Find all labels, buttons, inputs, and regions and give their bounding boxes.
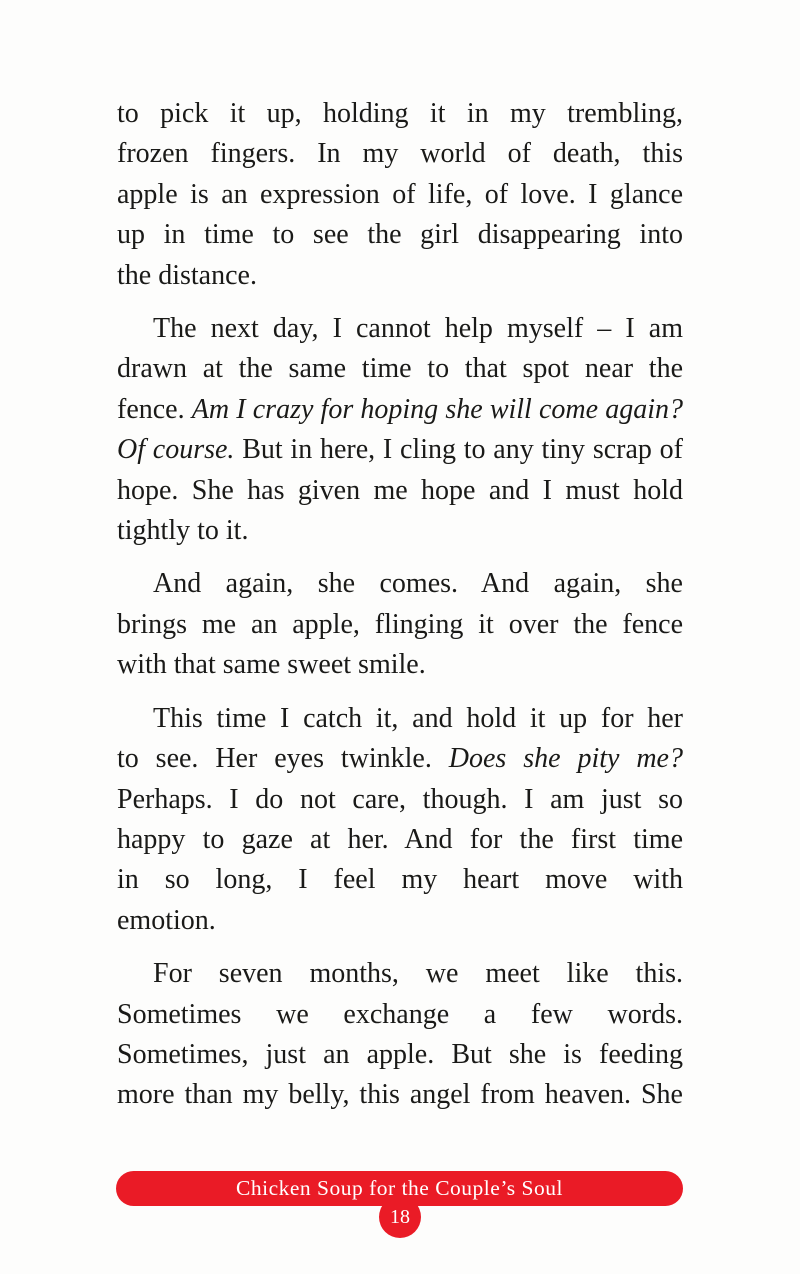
text-line: hope. She has given me hope and I must hold	[117, 474, 683, 506]
text-line: tightly to it.	[117, 515, 249, 547]
text-line: frozen fingers. In my world of death, this	[117, 138, 683, 170]
text-line: up in time to see the girl disappearing into	[117, 219, 683, 251]
text-line: And again, she comes. And again, she	[153, 568, 683, 600]
text-line: to see. Her eyes twinkle. Does she pity me?	[117, 743, 683, 775]
paragraph	[117, 699, 683, 941]
text-line: brings me an apple, flinging it over the fence	[117, 608, 683, 640]
text-line: emotion.	[117, 904, 216, 936]
text-line: Of course. But in here, I cling to any tiny scrap of	[117, 434, 683, 466]
text-line: in so long, I feel my heart move with	[117, 864, 683, 896]
paragraph	[117, 309, 683, 551]
text-line: For seven months, we meet like this.	[153, 958, 683, 990]
text-line: The next day, I cannot help myself – I am	[153, 313, 683, 345]
paragraph	[117, 94, 683, 296]
text-line: fence. Am I crazy for hoping she will come again?	[117, 393, 684, 425]
text-line: apple is an expression of life, of love. I glance	[117, 178, 683, 210]
footer-banner: Chicken Soup for the Couple’s Soul	[116, 1171, 683, 1206]
text-line: happy to gaze at her. And for the first time	[117, 823, 683, 855]
page-number-badge: 18	[379, 1196, 421, 1238]
text-line: the distance.	[117, 259, 257, 291]
text-line: Sometimes, just an apple. But she is feeding	[117, 1038, 683, 1070]
text-line: This time I catch it, and hold it up for her	[153, 702, 683, 734]
paragraph	[117, 954, 683, 1116]
paragraph	[117, 564, 683, 685]
text-line: drawn at the same time to that spot near the	[117, 353, 683, 385]
text-block	[117, 94, 683, 1116]
text-line: with that same sweet smile.	[117, 649, 426, 681]
text-line: Sometimes we exchange a few words.	[117, 998, 683, 1030]
text-line: to pick it up, holding it in my trembling,	[117, 98, 683, 129]
text-line: Perhaps. I do not care, though. I am just so	[117, 783, 683, 815]
text-line: more than my belly, this angel from heaven. She	[117, 1079, 683, 1111]
